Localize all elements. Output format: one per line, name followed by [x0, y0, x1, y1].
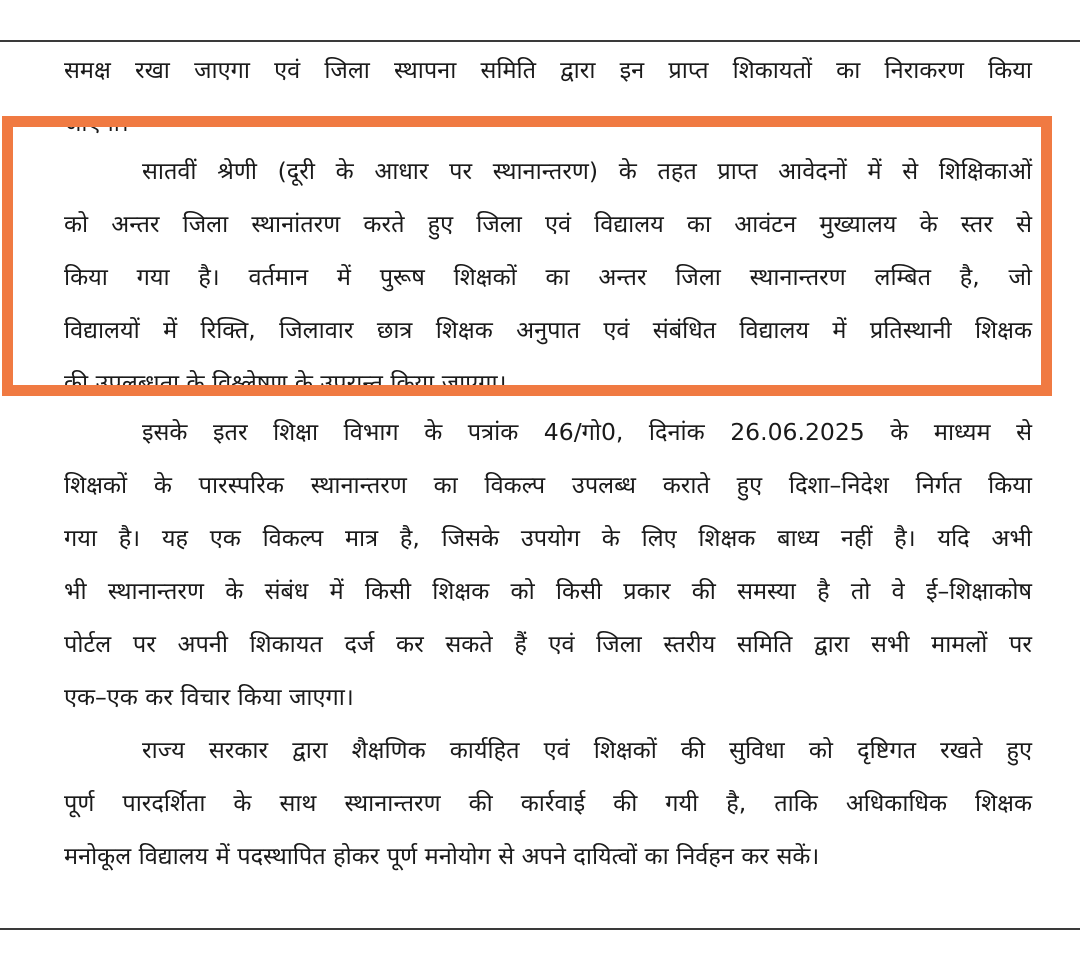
p3-line-3: मनोकूल विद्यालय में पदस्थापित होकर पूर्ण मनोयोग से अपने दायित्वों का निर्वहन कर सकें। — [64, 842, 820, 870]
p2-line-1: इसके इतर शिक्षा विभाग के पत्रांक 46/गो0, दिनांक 26.06.2025 के माध्यम से — [142, 418, 1032, 446]
top-rule — [0, 40, 1080, 42]
hl-line-1: सातवीं श्रेणी (दूरी के आधार पर स्थानान्तरण) के तहत प्राप्त आवेदनों में से शिक्षिकाओं — [142, 157, 1032, 185]
intro-line-1: समक्ष रखा जाएगा एवं जिला स्थापना समिति द्वारा इन प्राप्त शिकायतों का निराकरण किया — [64, 56, 1032, 84]
p2-line-6: एक–एक कर विचार किया जाएगा। — [64, 683, 354, 711]
hl-line-4: विद्यालयों में रिक्ति, जिलावार छात्र शिक्षक अनुपात एवं संबंधित विद्यालय में प्रतिस्थानी शिक्षक — [64, 316, 1032, 344]
body-paragraphs — [64, 406, 1032, 883]
p2-line-5: पोर्टल पर अपनी शिकायत दर्ज कर सकते हैं एवं जिला स्तरीय समिति द्वारा सभी मामलों पर — [64, 630, 1032, 658]
hl-line-3: किया गया है। वर्तमान में पुरूष शिक्षकों का अन्तर जिला स्थानान्तरण लम्बित है, जो — [64, 263, 1032, 291]
intro-line-2: जाएगा। — [64, 109, 129, 137]
p3-line-2: पूर्ण पारदर्शिता के साथ स्थानान्तरण की कार्रवाई की गयी है, ताकि अधिकाधिक शिक्षक — [64, 789, 1032, 817]
hl-line-2: को अन्तर जिला स्थानांतरण करते हुए जिला एवं विद्यालय का आवंटन मुख्यालय के स्तर से — [64, 210, 1032, 238]
p2-line-2: शिक्षकों के पारस्परिक स्थानान्तरण का विकल्प उपलब्ध कराते हुए दिशा–निदेश निर्गत किया — [64, 471, 1032, 499]
intro-paragraph — [64, 44, 1032, 137]
hl-line-5: की उपलब्धता के विश्लेषण के उपरान्त किया जाएगा। — [64, 369, 507, 397]
p3-line-1: राज्य सरकार द्वारा शैक्षणिक कार्यहित एवं शिक्षकों की सुविधा को दृष्टिगत रखते हुए — [142, 736, 1032, 764]
bottom-rule — [0, 928, 1080, 930]
highlighted-paragraph — [64, 145, 1032, 410]
p2-line-4: भी स्थानान्तरण के संबंध में किसी शिक्षक को किसी प्रकार की समस्या है तो वे ई–शिक्षाकोष — [64, 577, 1032, 605]
p2-line-3: गया है। यह एक विकल्प मात्र है, जिसके उपयोग के लिए शिक्षक बाध्य नहीं है। यदि अभी — [64, 524, 1032, 552]
